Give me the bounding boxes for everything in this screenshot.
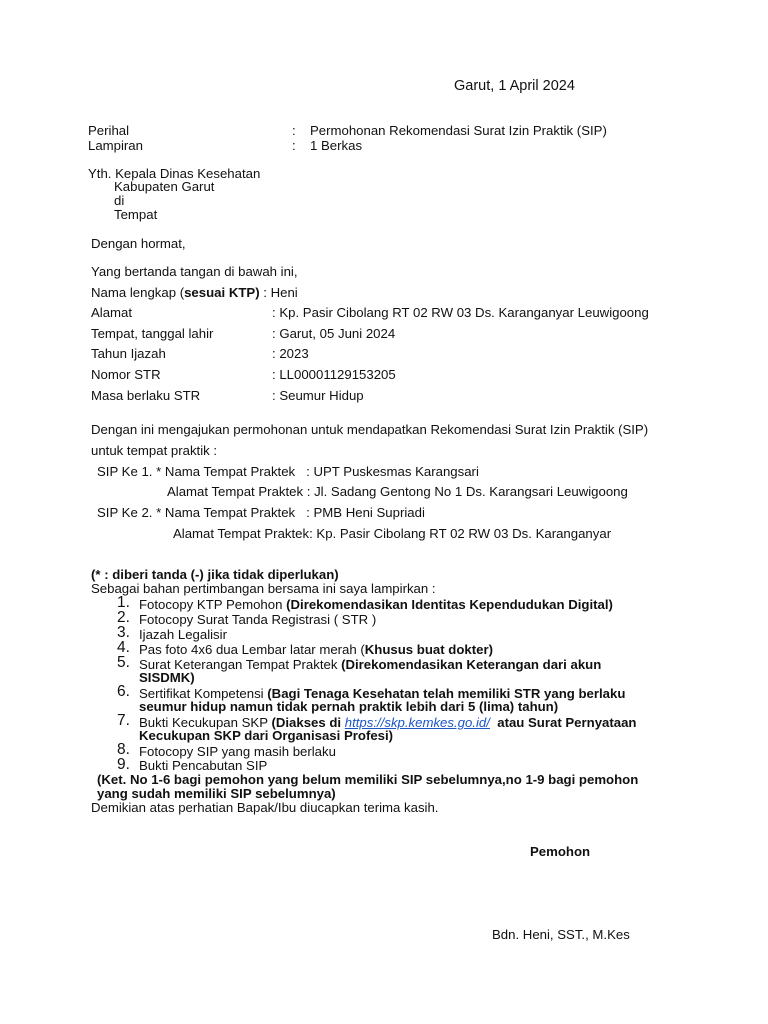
salutation: Dengan hormat, [91, 236, 186, 251]
identity-name-row [91, 285, 298, 300]
attachment-item-5-cont: SISDMK) [139, 670, 195, 685]
str-value: : LL00001129153205 [272, 367, 396, 382]
item-number: 8. [117, 741, 130, 758]
item-number: 7. [117, 712, 130, 729]
masa-value: : Seumur Hidup [272, 388, 364, 403]
masa-label: Masa berlaku STR [91, 388, 201, 403]
attachment-item-5: Surat Keterangan Tempat Praktek (Direkomendasikan Keterangan dari akun [139, 657, 602, 672]
name-label-bold: sesuai KTP) [184, 285, 260, 300]
signature-name: Bdn. Heni, SST., M.Kes [492, 927, 630, 942]
sip-2-name: SIP Ke 2. * Nama Tempat Praktek : PMB Heni Supriadi [97, 505, 425, 520]
ttl-label: Tempat, tanggal lahir [91, 326, 214, 341]
attachment-item-2: Fotocopy Surat Tanda Registrasi ( STR ) [139, 612, 377, 627]
ijazah-label: Tahun Ijazah [91, 346, 166, 361]
attachment-item-7-cont: Kecukupan SKP dari Organisasi Profesi) [139, 728, 394, 743]
addressee-line-2: Kabupaten Garut [114, 179, 215, 194]
ijazah-value: : 2023 [272, 346, 309, 361]
letter-date: Garut, 1 April 2024 [454, 78, 575, 94]
attachment-item-4: Pas foto 4x6 dua Lembar latar merah (Khusus buat dokter) [139, 642, 493, 657]
addressee-line-1: Yth. Kepala Dinas Kesehatan [88, 166, 261, 181]
attachment-item-1: Fotocopy KTP Pemohon (Direkomendasikan Identitas Kependudukan Digital) [139, 597, 613, 612]
item-number: 4. [117, 639, 130, 656]
name-label: Nama lengkap ( [91, 285, 185, 300]
alamat-label: Alamat [91, 305, 133, 320]
attachment-item-9: Bukti Pencabutan SIP [139, 758, 268, 773]
attachments-intro: Sebagai bahan pertimbangan bersama ini saya lampirkan : [91, 581, 436, 596]
skp-link[interactable]: https://skp.kemkes.go.id/ [344, 715, 490, 730]
sip-2-address: Alamat Tempat Praktek: Kp. Pasir Cibolang RT 02 RW 03 Ds. Karanganyar [173, 526, 612, 541]
intro-text: Yang bertanda tangan di bawah ini, [91, 264, 298, 279]
attachment-item-3: Ijazah Legalisir [139, 627, 227, 642]
perihal-value: Permohonan Rekomendasi Surat Izin Praktik (SIP) [310, 123, 607, 138]
item-number: 9. [117, 756, 130, 773]
lampiran-label: Lampiran [88, 138, 143, 153]
closing-text: Demikian atas perhatian Bapak/Ibu diucapkan terima kasih. [91, 800, 439, 815]
request-line-1: Dengan ini mengajukan permohonan untuk mendapatkan Rekomendasi Surat Izin Praktik (SIP) [91, 422, 649, 437]
attachment-item-7: Bukti Kecukupan SKP (Diakses di https://skp.kemkes.go.id/ atau Surat Pernyataan [139, 715, 637, 730]
signature-role: Pemohon [530, 844, 591, 859]
str-label: Nomor STR [91, 367, 161, 382]
alamat-value: : Kp. Pasir Cibolang RT 02 RW 03 Ds. Karanganyar Leuwigoong [272, 305, 649, 320]
lampiran-separator: : [292, 138, 296, 153]
attachment-item-8: Fotocopy SIP yang masih berlaku [139, 744, 336, 759]
ttl-value: : Garut, 05 Juni 2024 [272, 326, 396, 341]
ket-line-2: yang sudah memiliki SIP sebelumnya) [97, 786, 336, 801]
attachment-item-6-cont: seumur hidup namun tidak pernah praktik lebih dari 5 (lima) tahun) [139, 699, 559, 714]
item-number: 1. [117, 594, 130, 611]
attachment-item-6: Sertifikat Kompetensi (Bagi Tenaga Kesehatan telah memiliki STR yang berlaku [139, 686, 626, 701]
item-number: 6. [117, 683, 130, 700]
sip-1-name: SIP Ke 1. * Nama Tempat Praktek : UPT Puskesmas Karangsari [97, 464, 479, 479]
sip-1-address: Alamat Tempat Praktek : Jl. Sadang Gentong No 1 Ds. Karangsari Leuwigoong [167, 484, 628, 499]
item-number: 2. [117, 609, 130, 626]
perihal-separator: : [292, 123, 296, 138]
name-value: : Heni [259, 285, 298, 300]
perihal-label: Perihal [88, 123, 130, 138]
addressee-line-4: Tempat [114, 207, 158, 222]
note-marker: (* : diberi tanda (-) jika tidak diperlukan) [91, 567, 339, 582]
item-number: 5. [117, 654, 130, 671]
request-line-2: untuk tempat praktik : [91, 443, 218, 458]
addressee-line-3: di [114, 193, 125, 208]
ket-line-1: (Ket. No 1-6 bagi pemohon yang belum memiliki SIP sebelumnya,no 1-9 bagi pemohon [97, 772, 639, 787]
item-number: 3. [117, 624, 130, 641]
lampiran-value: 1 Berkas [310, 138, 363, 153]
